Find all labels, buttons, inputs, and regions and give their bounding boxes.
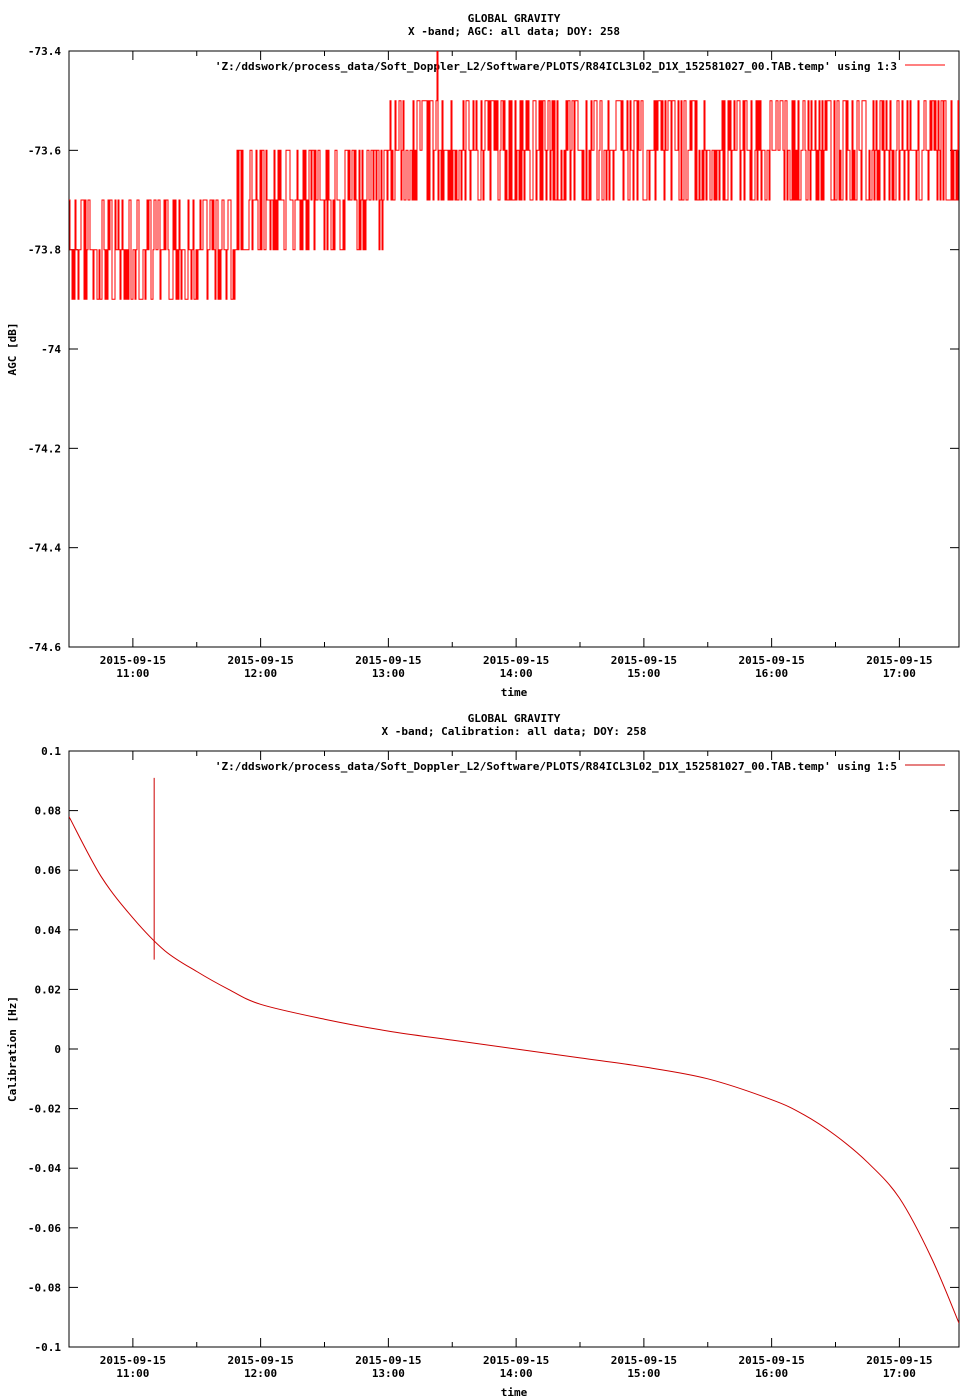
y-tick-label: 0.02 [34, 983, 61, 997]
y-tick-label: -73.6 [27, 144, 61, 158]
y-tick-label: 0 [54, 1043, 61, 1056]
y-tick-label: -74.6 [27, 641, 61, 654]
y-tick-label: 0.04 [34, 923, 61, 937]
y-tick-label: -0.04 [27, 1162, 61, 1176]
y-tick-label: -74 [41, 343, 61, 356]
y-tick-label: -74.4 [27, 541, 61, 555]
y-tick-label: -0.06 [27, 1221, 61, 1235]
legend [215, 60, 945, 73]
x-tick-time: 17:00 [882, 1367, 916, 1380]
x-tick-date: 2015-09-15 [738, 1354, 805, 1367]
x-tick-date: 2015-09-15 [355, 1354, 422, 1367]
x-tick-time: 12:00 [244, 1367, 278, 1380]
x-tick-time: 11:00 [116, 667, 150, 680]
x-tick-date: 2015-09-15 [227, 1354, 294, 1367]
x-tick-time: 16:00 [755, 667, 789, 680]
x-axis-label: time [500, 1386, 528, 1399]
x-tick-time: 15:00 [627, 667, 661, 680]
y-tick-label: -73.4 [27, 45, 61, 58]
y-tick-label: -0.1 [34, 1341, 61, 1354]
y-tick-label: 0.08 [34, 804, 61, 818]
x-tick-time: 13:00 [371, 667, 405, 680]
x-tick-date: 2015-09-15 [355, 654, 422, 667]
x-tick-time: 17:00 [882, 667, 916, 680]
x-tick-time: 14:00 [499, 667, 533, 680]
chart-subtitle: X -band; AGC: all data; DOY: 258 [408, 25, 620, 38]
chart-title: GLOBAL GRAVITY [467, 12, 561, 25]
chart-subtitle: X -band; Calibration: all data; DOY: 258 [381, 725, 647, 738]
legend-label: 'Z:/ddswork/process_data/Soft_Doppler_L2/Software/PLOTS/R84ICL3L02_D1X_152581027_00.TAB.temp' using 1:5 [214, 760, 897, 773]
y-tick-label: 0.1 [41, 745, 61, 758]
x-tick-time: 14:00 [499, 1367, 533, 1380]
y-tick-label: -74.2 [27, 442, 61, 456]
y-axis-label: Calibration [Hz] [6, 996, 19, 1102]
x-tick-time: 12:00 [244, 667, 278, 680]
y-tick-label: -0.08 [27, 1281, 61, 1295]
x-tick-date: 2015-09-15 [99, 1354, 166, 1367]
y-axis-label: AGC [dB] [6, 322, 19, 376]
x-tick-date: 2015-09-15 [483, 654, 550, 667]
x-tick-date: 2015-09-15 [866, 1354, 933, 1367]
x-tick-time: 11:00 [116, 1367, 150, 1380]
legend-label: 'Z:/ddswork/process_data/Soft_Doppler_L2/Software/PLOTS/R84ICL3L02_D1X_152581027_00.TAB.temp' using 1:3 [214, 60, 897, 73]
x-tick-date: 2015-09-15 [483, 1354, 550, 1367]
x-tick-time: 15:00 [627, 1367, 661, 1380]
x-tick-date: 2015-09-15 [227, 654, 294, 667]
y-tick-label: -73.8 [27, 243, 61, 257]
x-tick-date: 2015-09-15 [610, 654, 677, 667]
y-tick-label: 0.06 [34, 864, 61, 878]
legend [215, 760, 945, 773]
x-tick-time: 16:00 [755, 1367, 789, 1380]
y-tick-label: -0.02 [27, 1102, 61, 1116]
x-tick-date: 2015-09-15 [738, 654, 805, 667]
x-tick-date: 2015-09-15 [99, 654, 166, 667]
x-tick-date: 2015-09-15 [610, 1354, 677, 1367]
chart-title: GLOBAL GRAVITY [467, 712, 561, 725]
x-axis-label: time [500, 686, 528, 699]
x-tick-date: 2015-09-15 [866, 654, 933, 667]
x-tick-time: 13:00 [371, 1367, 405, 1380]
